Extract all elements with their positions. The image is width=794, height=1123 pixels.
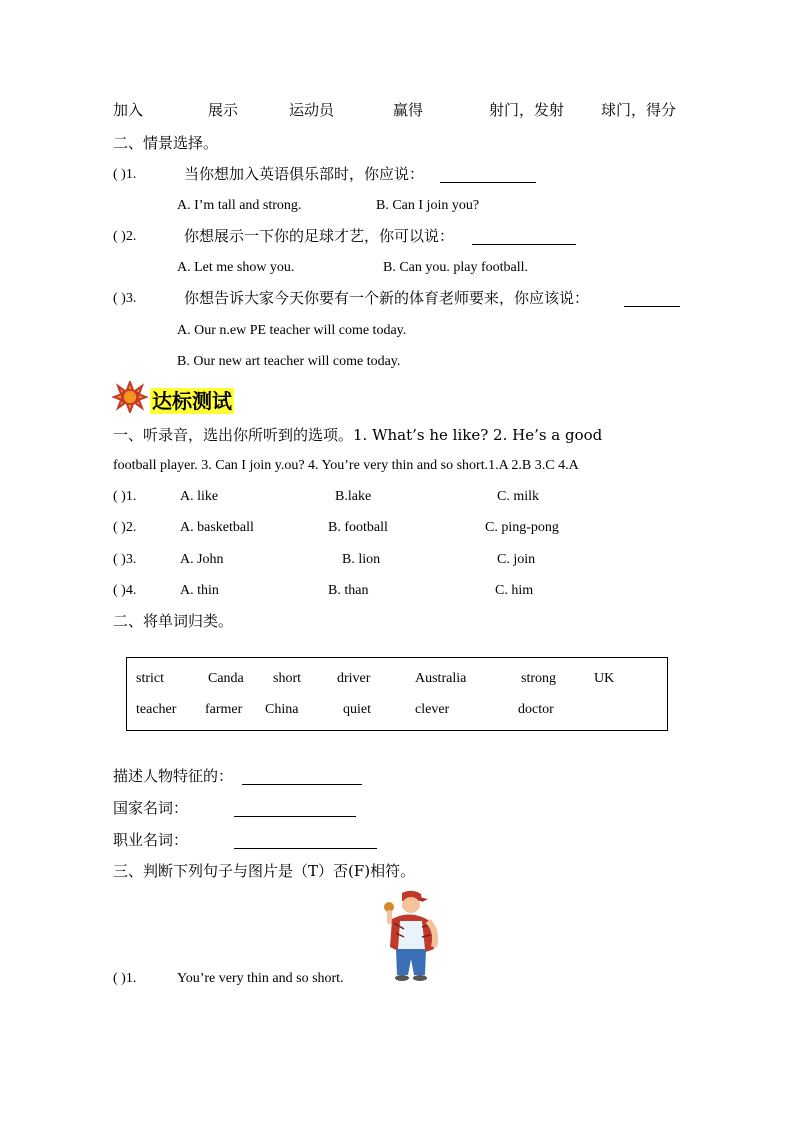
option-a: A. thin <box>180 583 219 598</box>
vocab-word: 运动员 <box>289 101 335 119</box>
word: Australia <box>415 671 467 686</box>
answer-blank[interactable] <box>472 230 576 245</box>
answer-blank[interactable] <box>440 168 536 183</box>
category-label: 描述人物特征的： <box>113 767 234 785</box>
answer-blank[interactable] <box>624 292 680 307</box>
option-a: A. like <box>180 489 219 504</box>
vocab-word: 射门，发射 <box>489 101 565 119</box>
word: strong <box>521 671 556 686</box>
question-text: You’re very thin and so short. <box>177 971 344 986</box>
option-a: A. I’m tall and strong. <box>177 198 302 213</box>
option-c: C. milk <box>497 489 540 504</box>
word: China <box>265 702 299 717</box>
word: driver <box>337 671 371 686</box>
section-title: 二、将单词归类。 <box>113 612 234 630</box>
word: strict <box>136 671 164 686</box>
section-title: 三、判断下列句子与图片是（T）否(F)相符。 <box>113 862 416 880</box>
option-c: C. join <box>497 552 536 567</box>
category-label: 国家名词： <box>113 799 189 817</box>
question-number: ( )1. <box>113 489 137 504</box>
option-a: A. basketball <box>180 520 254 535</box>
listening-transcript: football player. 3. Can I join y.ou? 4. You’re very thin and so short.1.A 2.B 3.C 4.A <box>113 458 579 473</box>
answer-blank[interactable] <box>234 834 377 849</box>
option-b: B. lion <box>342 552 381 567</box>
vocab-word: 球门，得分 <box>601 101 677 119</box>
question-number: ( )2. <box>113 229 137 244</box>
question-text: 你想告诉大家今天你要有一个新的体育老师要来，你应该说： <box>184 289 590 307</box>
option-b: B.lake <box>335 489 372 504</box>
question-number: ( )1. <box>113 167 137 182</box>
fat-man-illustration <box>378 889 440 983</box>
option-b: B. football <box>328 520 388 535</box>
option-c: C. ping-pong <box>485 520 559 535</box>
vocab-word: 赢得 <box>393 101 424 119</box>
option-b: B. Can I join you? <box>376 198 480 213</box>
option-c: C. him <box>495 583 534 598</box>
question-number: ( )1. <box>113 971 137 986</box>
option-b: B. than <box>328 583 369 598</box>
word: teacher <box>136 702 177 717</box>
option-a: A. Let me show you. <box>177 260 295 275</box>
category-label: 职业名词： <box>113 831 189 849</box>
question-number: ( )3. <box>113 291 137 306</box>
question-number: ( )2. <box>113 520 137 535</box>
vocab-word: 展示 <box>208 101 239 119</box>
word-box <box>126 657 668 731</box>
question-number: ( )3. <box>113 552 137 567</box>
answer-blank[interactable] <box>234 802 356 817</box>
word: doctor <box>518 702 554 717</box>
word: clever <box>415 702 450 717</box>
listening-instruction: 一、听录音，选出你所听到的选项。1. What’s he like? 2. He’s a good <box>113 426 603 444</box>
section-heading: 达标测试 <box>152 389 232 413</box>
option-b: B. Can you. play football. <box>383 260 529 275</box>
word: quiet <box>343 702 371 717</box>
option-a: A. Our n.ew PE teacher will come today. <box>177 323 407 338</box>
option-a: A. John <box>180 552 224 567</box>
answer-blank[interactable] <box>242 770 362 785</box>
question-text: 当你想加入英语俱乐部时，你应说： <box>184 165 425 183</box>
word: UK <box>594 671 615 686</box>
vocab-word: 加入 <box>113 101 144 119</box>
word: Canda <box>208 671 244 686</box>
word: farmer <box>205 702 243 717</box>
option-b: B. Our new art teacher will come today. <box>177 354 401 369</box>
section-title: 二、情景选择。 <box>113 134 219 152</box>
question-number: ( )4. <box>113 583 137 598</box>
word: short <box>273 671 301 686</box>
question-text: 你想展示一下你的足球才艺，你可以说： <box>184 227 455 245</box>
sun-icon <box>112 381 148 413</box>
